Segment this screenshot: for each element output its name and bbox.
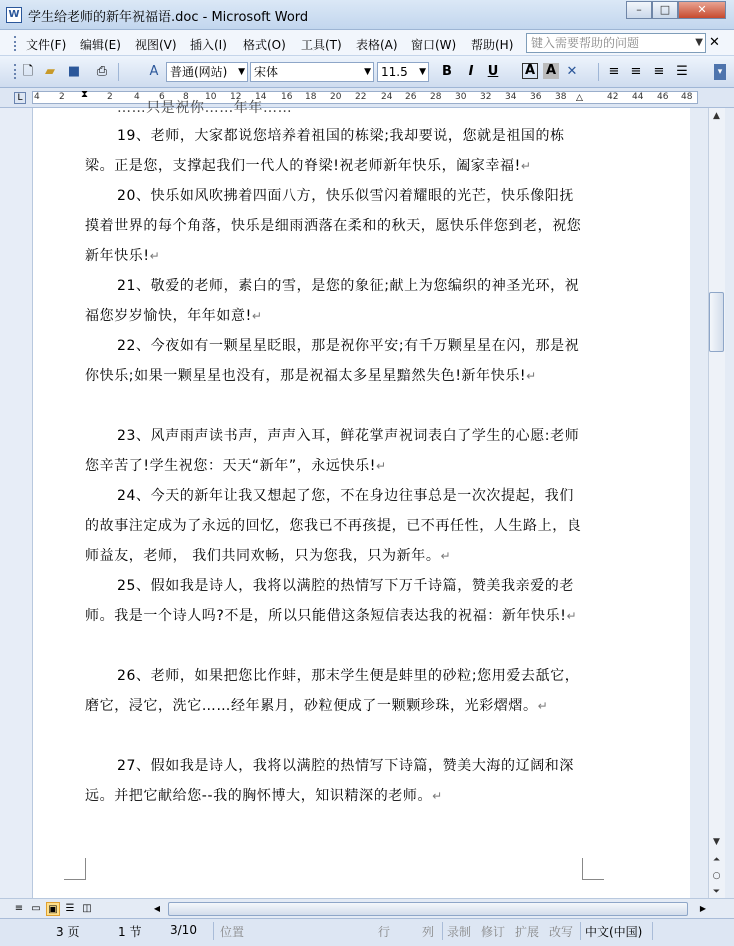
align-right-icon[interactable]: ≡ (653, 64, 665, 79)
status-bar (0, 918, 734, 946)
web-view-icon[interactable]: ▭ (31, 903, 41, 914)
ruler-tick: 12 (230, 92, 242, 102)
minimize-button[interactable]: – (626, 1, 652, 19)
ruler-tick: 20 (330, 92, 342, 102)
document-page[interactable] (33, 100, 689, 898)
font-select[interactable] (250, 62, 374, 82)
ruler-tick: 48 (681, 92, 693, 102)
char-shading-button[interactable]: A (543, 63, 559, 79)
right-indent-marker-icon[interactable]: △ (576, 93, 583, 103)
paragraph-27[interactable] (85, 751, 585, 811)
bold-button[interactable]: B (442, 64, 452, 79)
horizontal-scrollbar[interactable] (0, 898, 734, 918)
ruler-tick: 22 (355, 92, 367, 102)
window-title: 学生给老师的新年祝福语.doc - Microsoft Word (28, 10, 309, 25)
ruler-tick: 18 (305, 92, 317, 102)
menu-table[interactable]: 表格(A) (356, 38, 398, 52)
help-search-input[interactable] (526, 33, 706, 53)
menu-grip-icon[interactable] (14, 36, 17, 51)
scroll-track[interactable] (708, 108, 725, 898)
ruler-tick: 4 (134, 92, 140, 102)
title-bar (0, 0, 734, 30)
char-scaling-icon[interactable]: ✕ (566, 64, 578, 79)
menu-window[interactable]: 窗口(W) (411, 38, 457, 52)
paragraph-mark: ↵ (251, 309, 263, 323)
tab-selector-icon[interactable]: L (14, 92, 26, 104)
underline-button[interactable]: U (487, 64, 499, 79)
scroll-thumb[interactable] (709, 292, 724, 352)
status-record[interactable]: 录制 (447, 925, 472, 939)
partial-line: ……只是祝你……年年…… (117, 100, 293, 116)
paragraph-text: 27、假如我是诗人，我将以满腔的热情写下诗篇，赞美大海的辽阔和深远。并把它献给您--我的胸怀博大，知识精深的老师。 (85, 758, 575, 804)
paragraph-text: 25、假如我是诗人，我将以满腔的热情写下万千诗篇，赞美我亲爱的老师。我是一个诗人吗?不是，所以只能借这条短信表达我的祝福：新年快乐! (85, 578, 575, 624)
char-border-button[interactable]: A (522, 63, 538, 79)
paragraph-21[interactable] (85, 271, 585, 331)
toolbar-grip-icon[interactable] (14, 64, 17, 79)
paragraph-mark: ↵ (149, 249, 161, 263)
chevron-down-icon[interactable]: ▼ (695, 37, 703, 48)
menu-bar (0, 30, 734, 56)
toolbar-separator (598, 63, 599, 81)
paragraph-text: 22、今夜如有一颗星星眨眼，那是祝你平安;有千万颗星星在闪，那是祝你快乐;如果一颗星星也没有，那是祝福太多星星黯然失色!新年快乐! (85, 338, 580, 384)
first-indent-marker-icon[interactable]: ⧗ (81, 89, 89, 100)
status-page-of: 3/10 (170, 923, 197, 937)
ruler-tick: 44 (632, 92, 644, 102)
chevron-down-icon[interactable]: ▼ (364, 67, 371, 77)
styles-icon[interactable]: A (149, 64, 159, 79)
ruler-tick: 8 (183, 92, 189, 102)
scroll-left-icon[interactable]: ◀ (153, 904, 161, 913)
paragraph-26[interactable] (85, 661, 585, 721)
toolbar-options-icon[interactable]: ▾ (714, 64, 726, 80)
paragraph-text: 21、敬爱的老师，素白的雪，是您的象征;献上为您编织的神圣光环，祝福您岁岁愉快，年年如意! (85, 278, 580, 324)
font-size-select[interactable] (377, 62, 429, 82)
menu-file[interactable]: 文件(F) (26, 38, 67, 52)
paragraph-text: 20、快乐如风吹拂着四面八方，快乐似雪闪着耀眼的光芒，快乐像阳抚摸着世界的每个角落，快乐是细雨洒落在柔和的秋天，愿快乐伴您到老，祝您新年快乐! (85, 188, 582, 264)
ruler-tick: 6 (159, 92, 165, 102)
outline-view-icon[interactable]: ☰ (65, 903, 75, 914)
menu-insert[interactable]: 插入(I) (190, 38, 227, 52)
scroll-up-icon[interactable]: ▲ (713, 111, 720, 121)
status-position: 位置 (220, 925, 245, 939)
chevron-down-icon[interactable]: ▼ (419, 67, 426, 77)
paragraph-mark: ↵ (566, 609, 578, 623)
status-separator (652, 922, 653, 940)
paragraph-24[interactable] (85, 481, 585, 571)
menu-tools[interactable]: 工具(T) (301, 38, 342, 52)
status-line: 行 (378, 925, 391, 939)
ruler-tick: 28 (430, 92, 442, 102)
paragraph-text: 24、今天的新年让我又想起了您，不在身边往事总是一次次提起，我们的故事注定成为了永远的回忆，您我已不再孩提，已不再任性，人生路上，良师益友，老师， 我们共同欢畅，只为您我，只为新年。 (85, 488, 582, 564)
paragraph-22[interactable] (85, 331, 585, 391)
justify-icon[interactable]: ☰ (676, 64, 688, 79)
ruler-tick: 10 (205, 92, 217, 102)
scroll-right-icon[interactable]: ▶ (699, 904, 707, 913)
paragraph-mark: ↵ (375, 459, 387, 473)
status-language[interactable]: 中文(中国) (585, 925, 643, 939)
ruler-tick: 30 (455, 92, 467, 102)
align-center-icon[interactable]: ≡ (630, 64, 642, 79)
ruler-tick: 4 (34, 92, 40, 102)
style-select[interactable] (166, 62, 248, 82)
ruler-tick: 2 (59, 92, 65, 102)
status-separator (213, 922, 214, 940)
ruler-tick: 34 (505, 92, 517, 102)
ruler-tick: 42 (607, 92, 619, 102)
chevron-down-icon[interactable]: ▼ (238, 67, 245, 77)
scroll-down-icon[interactable]: ▼ (713, 837, 720, 847)
paragraph-25[interactable] (85, 571, 585, 631)
word-app-icon[interactable]: W (6, 7, 22, 23)
paragraph-19[interactable] (85, 121, 585, 181)
style-value: 普通(网站) (170, 65, 228, 79)
close-window-button[interactable]: ✕ (678, 1, 726, 19)
ruler-tick: 24 (381, 92, 393, 102)
reading-view-icon[interactable]: ◫ (82, 903, 92, 914)
paragraph-20[interactable] (85, 181, 585, 271)
status-overtype[interactable]: 改写 (549, 925, 574, 939)
status-column: 列 (422, 925, 435, 939)
paragraph-text: 23、风声雨声读书声，声声入耳，鲜花掌声祝词表白了学生的心愿:老师您辛苦了!学生祝您：天天“新年”，永远快乐! (85, 428, 580, 474)
status-separator (442, 922, 443, 940)
paragraph-23[interactable] (85, 421, 585, 481)
paragraph-text: 19、老师，大家都说您培养着祖国的栋梁;我却要说，您就是祖国的栋梁。正是您，支撑起我们一代人的脊梁!祝老师新年快乐，阖家幸福! (85, 128, 565, 174)
close-document-button[interactable]: ✕ (709, 35, 720, 50)
paragraph-mark: ↵ (432, 789, 443, 803)
ruler-tick: 32 (480, 92, 492, 102)
align-left-icon[interactable]: ≡ (608, 64, 620, 79)
ruler-tick: 14 (255, 92, 267, 102)
status-section: 1 节 (118, 925, 142, 939)
paragraph-mark: ↵ (520, 159, 532, 173)
status-page: 3 页 (56, 925, 80, 939)
status-track-changes[interactable]: 修订 (481, 925, 506, 939)
ruler-tick: 2 (107, 92, 113, 102)
crop-mark-right (582, 858, 604, 880)
font-size-value: 11.5 (381, 65, 408, 79)
toolbar-separator (118, 63, 119, 81)
print-icon[interactable]: ⎙ (96, 64, 108, 79)
new-document-icon[interactable]: 🗋 (22, 64, 34, 79)
status-extend[interactable]: 扩展 (515, 925, 540, 939)
menu-format[interactable]: 格式(O) (243, 38, 286, 52)
left-margin-gutter (0, 108, 33, 898)
vertical-scrollbar[interactable] (690, 108, 734, 898)
ruler-tick: 46 (657, 92, 669, 102)
ruler-tick: 38 (555, 92, 567, 102)
italic-button[interactable]: I (468, 64, 474, 79)
crop-mark-left (64, 858, 86, 880)
formatting-toolbar (0, 56, 734, 88)
menu-view[interactable]: 视图(V) (135, 38, 177, 52)
horizontal-scroll-thumb[interactable] (168, 902, 688, 916)
help-placeholder: 键入需要帮助的问题 (531, 36, 640, 50)
menu-help[interactable]: 帮助(H) (471, 38, 514, 52)
paragraph-mark: ↵ (537, 699, 549, 713)
status-separator (580, 922, 581, 940)
save-icon[interactable]: ■ (67, 64, 81, 79)
browse-object-icon[interactable]: ○ (712, 871, 721, 881)
next-page-icon[interactable]: ⏷ (712, 887, 721, 897)
open-folder-icon[interactable]: ▰ (45, 64, 55, 79)
paragraph-mark: ↵ (440, 549, 452, 563)
ruler-tick: 16 (281, 92, 293, 102)
font-value: 宋体 (254, 65, 279, 79)
ruler-tick: 26 (405, 92, 417, 102)
maximize-button[interactable]: □ (652, 1, 678, 19)
paragraph-mark: ↵ (526, 369, 537, 383)
previous-page-icon[interactable]: ⏶ (712, 855, 721, 865)
print-view-icon[interactable]: ▣ (46, 902, 60, 916)
normal-view-icon[interactable]: ≡ (14, 903, 24, 914)
menu-edit[interactable]: 编辑(E) (80, 38, 121, 52)
paragraph-text: 26、老师，如果把您比作蚌，那末学生便是蚌里的砂粒;您用爱去舐它，磨它，浸它，洗它……经年累月，砂粒便成了一颗颗珍珠，光彩熠熠。 (85, 668, 580, 714)
ruler-tick: 36 (530, 92, 542, 102)
